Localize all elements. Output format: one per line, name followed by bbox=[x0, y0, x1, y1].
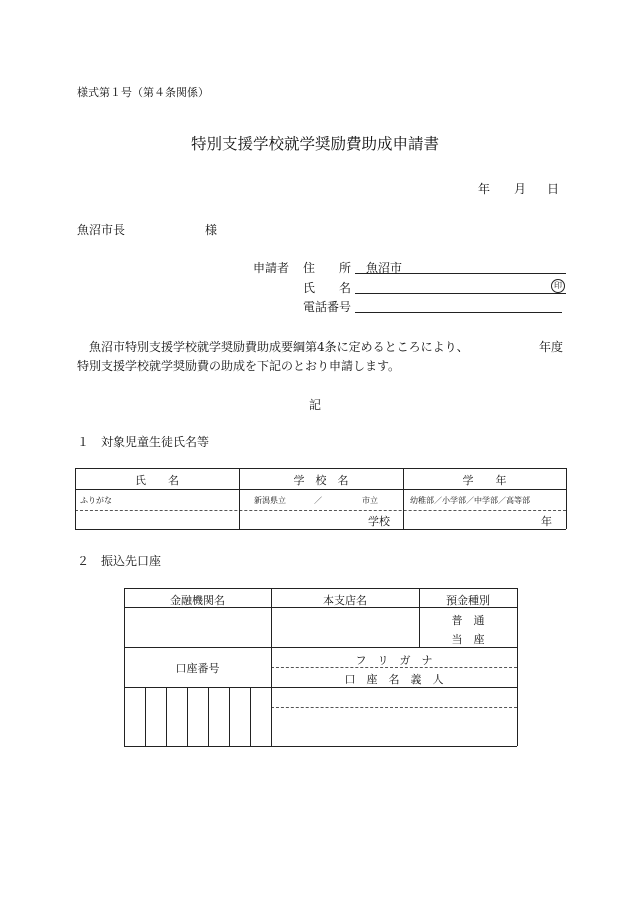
address-field[interactable]: 魚沼市 bbox=[366, 261, 403, 275]
header-branch-name: 本支店名 bbox=[323, 594, 367, 607]
deposit-type-current[interactable]: 当 座 bbox=[451, 633, 485, 646]
addressee-name: 魚沼市長 bbox=[77, 223, 126, 237]
account-number-label: 口座番号 bbox=[175, 662, 220, 675]
page-title: 特別支援学校就学奨励費助成申請書 bbox=[190, 135, 439, 153]
form-number: 様式第１号（第４条関係） bbox=[77, 86, 209, 99]
header-bank-name: 金融機関名 bbox=[170, 594, 225, 607]
section2-heading: ２ 振込先口座 bbox=[77, 554, 162, 568]
student-name-field[interactable] bbox=[80, 512, 234, 528]
header-grade: 学 年 bbox=[462, 474, 507, 487]
school-suffix: 学校 bbox=[368, 515, 390, 528]
address-underline bbox=[355, 273, 566, 274]
header-school: 学 校 名 bbox=[293, 474, 349, 487]
body-year-label: 年度 bbox=[539, 340, 564, 354]
date-year-label: 年 bbox=[478, 182, 491, 196]
seal-mark: 印 bbox=[551, 279, 565, 293]
account-holder-header: 口 座 名 義 人 bbox=[344, 673, 444, 686]
applicant-label: 申請者 bbox=[253, 261, 290, 275]
furigana-header: フ リ ガ ナ bbox=[355, 654, 433, 667]
date-month-label: 月 bbox=[514, 182, 527, 196]
grade-options: 幼稚部／小学部／中学部／高等部 bbox=[410, 496, 530, 505]
section1-heading: １ 対象児童生徒氏名等 bbox=[77, 435, 210, 449]
name-label: 氏 名 bbox=[303, 281, 352, 295]
header-name: 氏 名 bbox=[135, 474, 179, 487]
school-prefix: 新潟県立 bbox=[254, 496, 286, 505]
holder-furigana-field[interactable] bbox=[275, 690, 513, 705]
furigana-label: ふりがな bbox=[80, 496, 112, 505]
branch-name-field[interactable] bbox=[275, 611, 415, 643]
ki-label: 記 bbox=[308, 398, 321, 412]
holder-name-field[interactable] bbox=[275, 710, 513, 743]
addressee-honorific: 様 bbox=[205, 223, 218, 237]
phone-underline[interactable] bbox=[355, 312, 562, 313]
phone-label: 電話番号 bbox=[303, 300, 352, 314]
body-line-1: 魚沼市特別支援学校就学奨励費助成要綱第4条に定めるところにより、 bbox=[89, 340, 469, 354]
grade-suffix: 年 bbox=[541, 515, 552, 528]
header-deposit-type: 預金種別 bbox=[446, 594, 490, 607]
deposit-type-ordinary[interactable]: 普 通 bbox=[451, 614, 485, 627]
name-underline[interactable] bbox=[355, 293, 566, 294]
school-city: 市立 bbox=[362, 496, 378, 505]
school-separator: ／ bbox=[314, 496, 322, 505]
address-label: 住 所 bbox=[303, 261, 352, 275]
bank-name-field[interactable] bbox=[128, 611, 267, 643]
date-day-label: 日 bbox=[547, 182, 560, 196]
body-line-2: 特別支援学校就学奨励費の助成を下記のとおり申請します。 bbox=[77, 359, 401, 373]
